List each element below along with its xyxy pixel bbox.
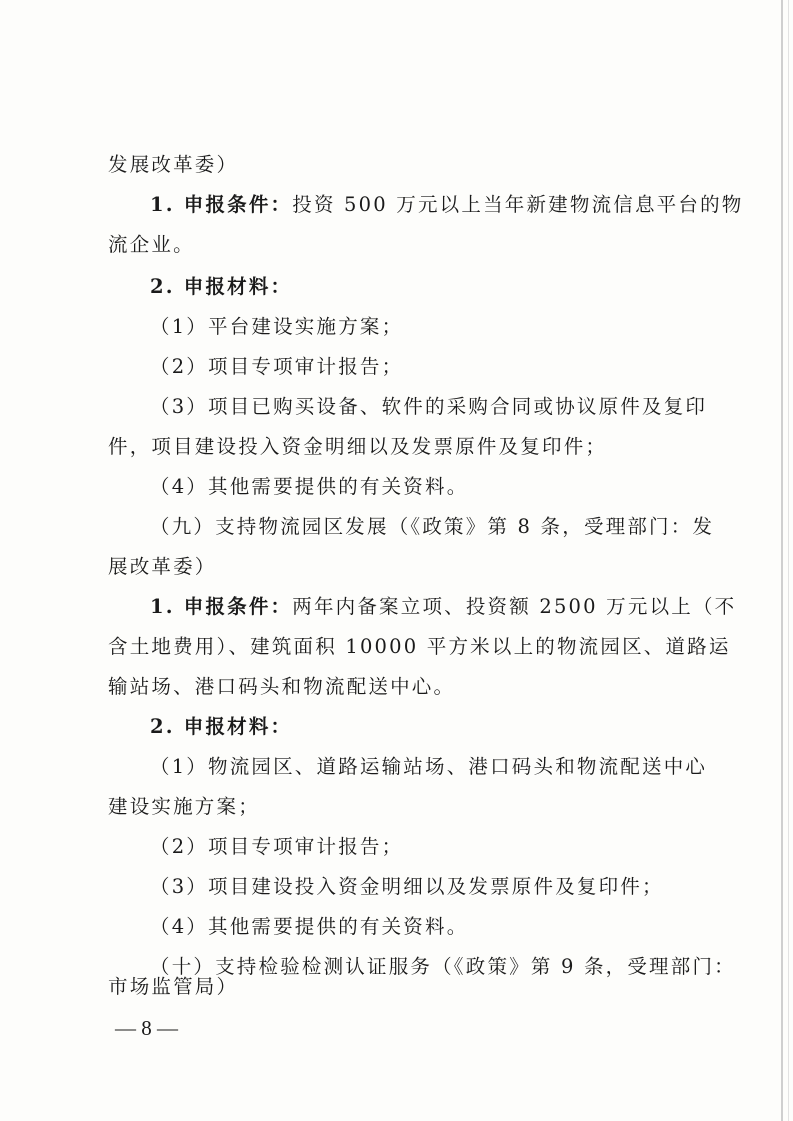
section-heading: （九）支持物流园区发展（《政策》第 8 条，受理部门：发 <box>150 515 715 538</box>
list-item: （1）物流园区、道路运输站场、港口码头和物流配送中心 <box>150 755 708 778</box>
text-line: 流企业。 <box>108 233 195 256</box>
apply-conditions-line: 1. 申报条件：投资 500 万元以上当年新建物流信息平台的物 <box>150 193 744 216</box>
list-item: （3）项目建设投入资金明细以及发票原件及复印件； <box>150 875 664 898</box>
text-line: 件，项目建设投入资金明细以及发票原件及复印件； <box>108 435 608 458</box>
page-number: — 8 — <box>115 1016 178 1040</box>
apply-materials-heading: 2. 申报材料： <box>150 275 293 298</box>
text-line: 建设实施方案； <box>108 795 260 818</box>
list-item: （2）项目专项审计报告； <box>150 355 404 378</box>
list-item: （3）项目已购买设备、软件的采购合同或协议原件及复印 <box>150 395 708 418</box>
scan-edge <box>781 0 783 1121</box>
section-heading: （十）支持检验检测认证服务（《政策》第 9 条，受理部门： <box>150 955 736 978</box>
text-line: 市场监管局） <box>108 975 239 998</box>
list-item: （2）项目专项审计报告； <box>150 835 404 858</box>
list-item: （4）其他需要提供的有关资料。 <box>150 915 469 938</box>
text-line: 含土地费用）、建筑面积 10000 平方米以上的物流园区、道路运 <box>108 635 731 658</box>
scan-edge-inner <box>788 0 789 1121</box>
text-line: 展改革委） <box>108 555 217 578</box>
list-item: （4）其他需要提供的有关资料。 <box>150 475 469 498</box>
apply-conditions-line: 1. 申报条件：两年内备案立项、投资额 2500 万元以上（不 <box>150 595 737 618</box>
text-line: 输站场、港口码头和物流配送中心。 <box>108 675 456 698</box>
text-line: 发展改革委） <box>108 153 239 176</box>
apply-materials-heading: 2. 申报材料： <box>150 715 293 738</box>
list-item: （1）平台建设实施方案； <box>150 315 404 338</box>
